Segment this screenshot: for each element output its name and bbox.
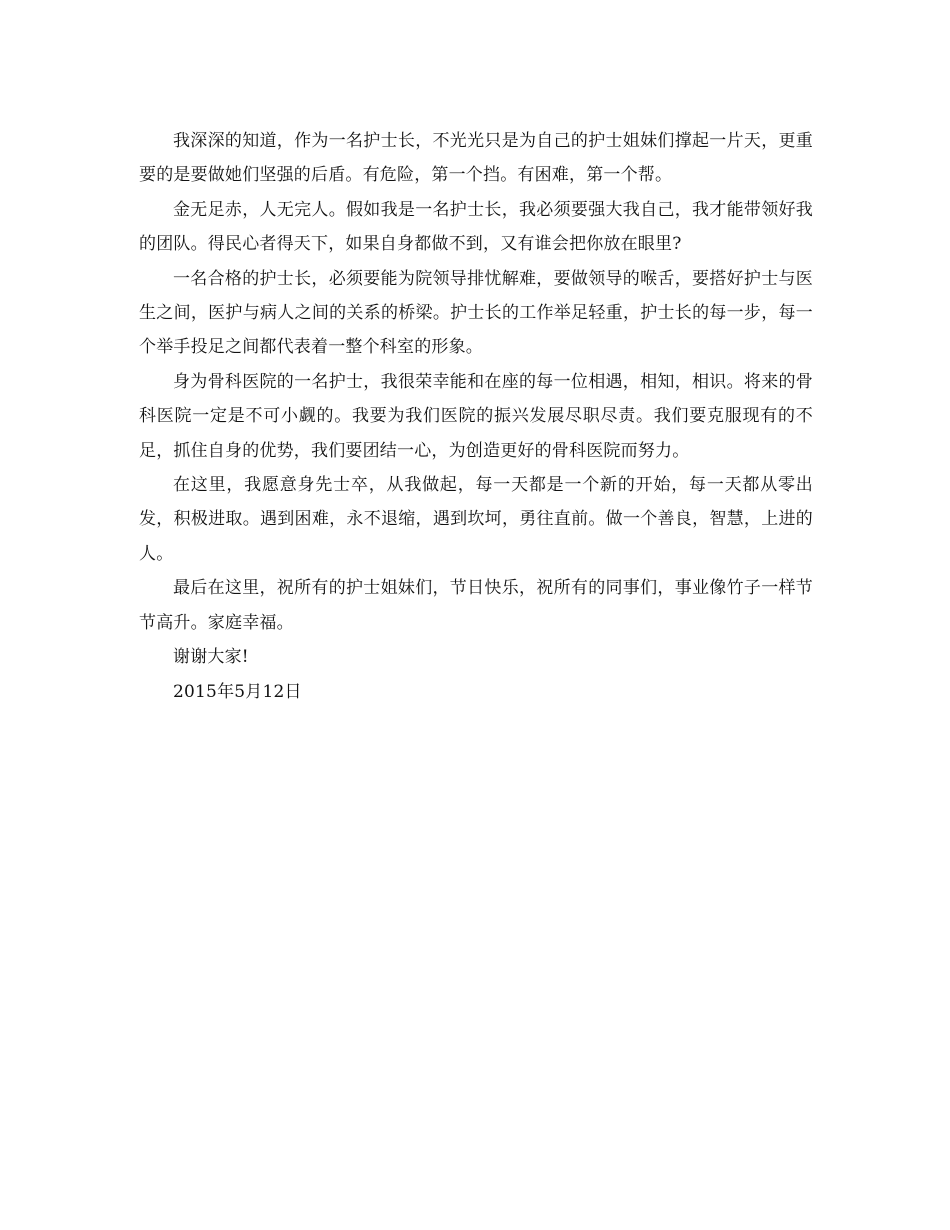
date-line: 2015年5月12日	[173, 681, 302, 702]
paragraph-4: 身为骨科医院的一名护士，我很荣幸能和在座的每一位相遇，相知，相识。将来的骨科医院一定是不可小觑的。我要为我们医院的振兴发展尽职尽责。我们要克服现有的不足，抓住自身的优势，我们要团结一心，为创造更好的骨科医院而努力。	[139, 371, 813, 461]
paragraph-3: 一名合格的护士长，必须要能为院领导排忧解难，要做领导的喉舌，要搭好护士与医生之间，医护与病人之间的关系的桥梁。护士长的工作举足轻重，护士长的每一步，每一个举手投足之间都代表着一整个科室的形象。	[139, 268, 813, 358]
document-body	[139, 124, 813, 709]
closing-line: 谢谢大家!	[173, 647, 249, 668]
paragraph-2: 金无足赤，人无完人。假如我是一名护士长，我必须要强大我自己，我才能带领好我的团队。得民心者得天下，如果自身都做不到，又有谁会把你放在眼里?	[139, 199, 813, 255]
paragraph-5: 在这里，我愿意身先士卒，从我做起，每一天都是一个新的开始，每一天都从零出发，积极进取。遇到困难，永不退缩，遇到坎坷，勇往直前。做一个善良，智慧，上进的人。	[139, 475, 813, 564]
paragraph-6: 最后在这里，祝所有的护士姐妹们，节日快乐，祝所有的同事们，事业像竹子一样节节高升。家庭幸福。	[139, 578, 813, 633]
paragraph-1: 我深深的知道，作为一名护士长，不光光只是为自己的护士姐妹们撑起一片天，更重要的是要做她们坚强的后盾。有危险，第一个挡。有困难，第一个帮。	[139, 131, 813, 186]
